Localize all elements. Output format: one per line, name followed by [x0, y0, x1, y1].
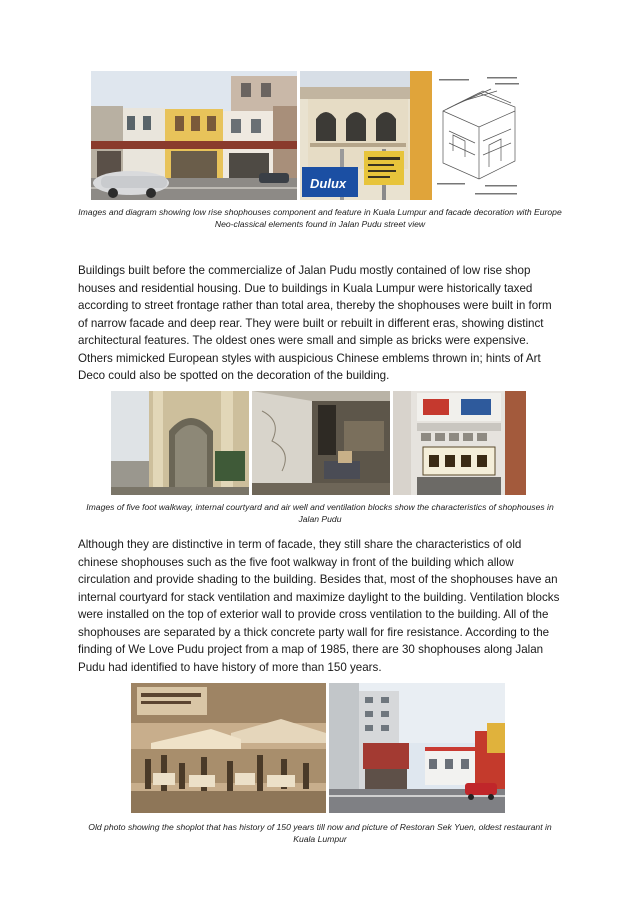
- paragraph-2: Although they are distinctive in term of facade, they still share the characteristics of old chinese shophouses such as the five foot walkway in front of the building which allow circulation and provide shading to the building. Besides that, most of the shophouses have an internal courtyard for stack ventilation and maximize daylight to the building. Ventilation blocks were installed on the top of exterior wall to provide cross ventilation to the building. All of the shophouses are separated by a thick concrete party wall for fire resistance. According to the finding of We Love Pudu project from a map of 1985, there are 30 shophouses along Jalan Pudu had identified to have history of more than 150 years.: [78, 538, 560, 674]
- neo-classical-facade-photo: [300, 71, 432, 200]
- ventilation-blocks-photo: [393, 391, 526, 495]
- shophouse-axonometric-diagram: [435, 71, 523, 200]
- dulux-sign-text: Dulux: [310, 176, 347, 191]
- figure-1-caption: Images and diagram showing low rise shophouses component and feature in Kuala Lumpur and facade decoration with Europe Neo-classical elements found in Jalan Pudu street view: [78, 207, 562, 229]
- internal-courtyard-photo: [252, 391, 390, 495]
- figure-3-images: [131, 683, 505, 813]
- old-shoplot-photo: [131, 683, 326, 813]
- figure-2-caption: Images of five foot walkway, internal courtyard and air well and ventilation blocks show the characteristics of shophouses in Jalan Pudu: [86, 502, 554, 524]
- figure-3-caption: Old photo showing the shoplot that has history of 150 years till now and picture of Restoran Sek Yuen, oldest restaurant in Kuala Lumpur: [88, 822, 552, 844]
- figure-2-images: [111, 391, 526, 495]
- restoran-sek-yuen-photo: [329, 683, 505, 813]
- five-foot-walkway-photo: [111, 391, 249, 495]
- paragraph-1: Buildings built before the commercialize of Jalan Pudu mostly contained of low rise shop houses and residential housing. Due to buildings in Kuala Lumpur were historically taxed according to street frontage rather than total area, thereby the shophouses were built in form of narrow facade and deep rear. They were built or rebuilt in different eras, showing distinct architectural features. The oldest ones were small and simple as bricks were expensive. Others mimicked European styles with auspicious Chinese emblems thrown in; hints of Art Deco could also be spotted on the decoration of the building.: [78, 264, 552, 382]
- figure-1-images: [91, 71, 523, 200]
- street-shophouses-photo: [91, 71, 297, 200]
